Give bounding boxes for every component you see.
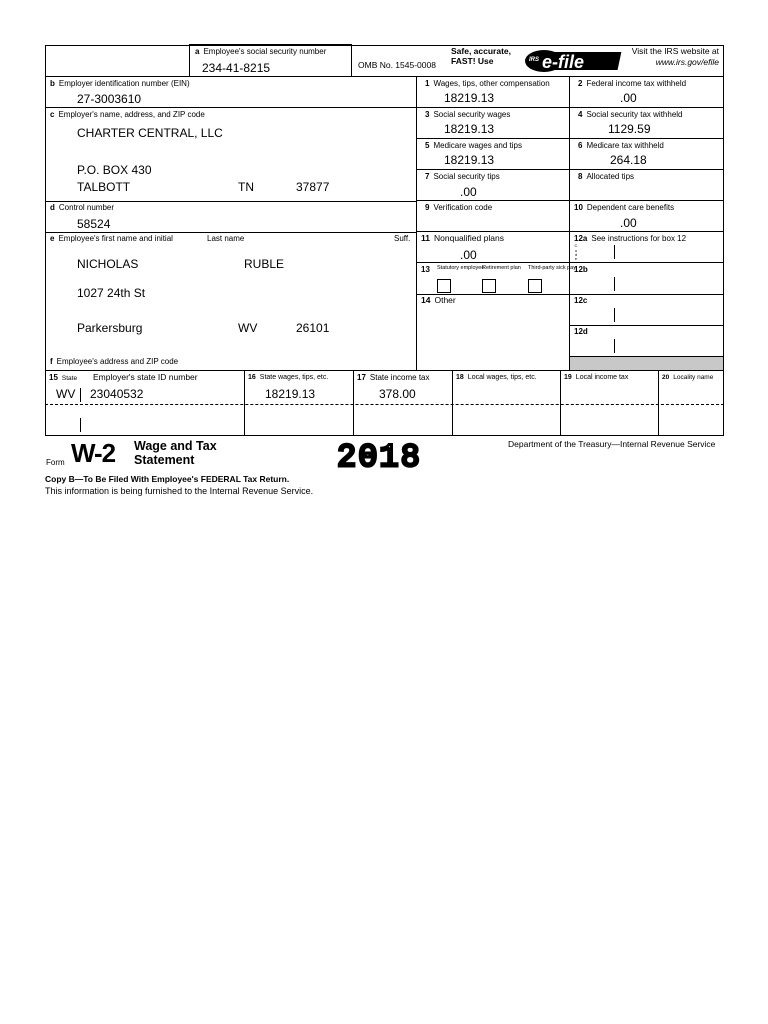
form-title-line2: Statement (134, 453, 195, 467)
box-4-label: 4 Social security tax withheld (578, 110, 683, 119)
state-row-top (45, 370, 724, 371)
box-12c-code-sep (614, 308, 615, 322)
rrow-2 (416, 138, 724, 139)
visit-irs-text: Visit the IRS website at (631, 46, 719, 56)
tax-year-icon (337, 436, 427, 470)
box-6-label: 6 Medicare tax withheld (578, 141, 664, 150)
form-word: Form (46, 458, 65, 467)
suffix-label: Suff. (394, 234, 411, 243)
state-id-value: 23040532 (90, 387, 144, 401)
employer-city: TALBOTT (77, 180, 131, 194)
state-id-sep (80, 388, 81, 402)
tax-year-text: 2018 (337, 439, 422, 470)
state-id-label: Employer's state ID number (93, 372, 198, 382)
efile-logo-text: e-file (542, 52, 585, 72)
box-e-label: e Employee's first name and initial (50, 234, 173, 243)
code-letter-e: e (574, 256, 578, 261)
box-b-label: b Employer identification number (EIN) (50, 79, 190, 88)
rrow-6 (416, 262, 724, 263)
state-col-17 (353, 370, 354, 436)
fast-use-text: FAST! Use (451, 56, 494, 66)
box-11-value: .00 (460, 248, 477, 262)
form-title-line1: Wage and Tax (134, 439, 217, 453)
box-17-label: 17 State income tax (357, 373, 430, 382)
box-16-label: 16 State wages, tips, etc. (248, 374, 329, 381)
copy-b-text: Copy B—To Be Filed With Employee's FEDERAL Tax Return. (45, 474, 290, 484)
code-letter-d: d (574, 252, 578, 257)
box-5-label: 5 Medicare wages and tips (425, 141, 522, 150)
rrow-5 (416, 231, 724, 232)
last-name-label: Last name (207, 234, 245, 243)
employer-state: TN (238, 180, 254, 194)
box-19-label: 19 Local income tax (564, 374, 629, 381)
box-12b-label: 12b (574, 265, 588, 274)
box-7-value: .00 (460, 185, 477, 199)
box-17-value: 378.00 (379, 387, 416, 401)
frame-left (45, 45, 46, 436)
department-text: Department of the Treasury—Internal Revenue Service (508, 439, 716, 449)
state-col-16 (244, 370, 245, 436)
retirement-plan-checkbox[interactable] (482, 279, 496, 293)
shaded-cell (570, 357, 723, 370)
box-d-label: d Control number (50, 203, 115, 212)
safe-accurate-text: Safe, accurate, (451, 46, 512, 56)
box-1-value: 18219.13 (444, 91, 495, 105)
box-12b-code-sep (614, 277, 615, 291)
omb-number: OMB No. 1545-0008 (358, 60, 436, 70)
row-line-4 (45, 232, 417, 233)
ssn-value: 234-41-8215 (202, 61, 271, 75)
row-line-3 (45, 201, 417, 202)
form-name-w2: W-2 (71, 438, 116, 468)
control-number: 58524 (77, 217, 111, 231)
box-6-value: 264.18 (610, 153, 647, 167)
ein-value: 27-3003610 (77, 92, 142, 106)
rrow-3 (416, 169, 724, 170)
statutory-employee-label: Statutory employee (437, 265, 485, 271)
box-12a-code-sep (614, 245, 615, 259)
box-12d-label: 12d (574, 327, 588, 336)
employer-zip: 37877 (296, 180, 330, 194)
box-10-label: 10 Dependent care benefits (574, 203, 675, 212)
box-18-label: 18 Local wages, tips, etc. (456, 374, 537, 381)
rrow-8 (569, 325, 724, 326)
state-id-sep-2 (80, 418, 81, 432)
info-text: This information is being furnished to the Internal Revenue Service. (45, 486, 314, 496)
code-letter-c: C (574, 243, 578, 248)
box-12a-label: 12a See instructions for box 12 (574, 234, 687, 243)
box-8-label: 8 Allocated tips (578, 172, 635, 181)
center-divider (416, 76, 417, 370)
box-12c-label: 12c (574, 296, 588, 305)
row-line-2 (45, 107, 417, 108)
state-row-dash (45, 404, 724, 405)
box-3-value: 18219.13 (444, 122, 495, 136)
box-11-label: 11 Nonqualified plans (421, 233, 504, 243)
box-20-label: 20 Locality name (662, 374, 714, 381)
box-15-label: 15 State (49, 373, 78, 382)
employee-last-name: RUBLE (244, 257, 285, 271)
employer-address: P.O. BOX 430 (77, 163, 152, 177)
efile-irs-text: IRS (529, 57, 540, 63)
employee-state: WV (238, 321, 258, 335)
box-7-label: 7 Social security tips (425, 172, 500, 181)
box-14-label: 14 Other (421, 295, 456, 305)
state-col-18 (452, 370, 453, 436)
irs-url-text[interactable]: www.irs.gov/efile (655, 57, 719, 67)
tax-year (337, 436, 427, 470)
rrow-7 (416, 294, 724, 295)
efile-logo-icon (524, 49, 622, 73)
box-2-label: 2 Federal income tax withheld (578, 79, 687, 88)
code-letter-o: o (574, 248, 578, 253)
box-4-value: 1129.59 (608, 122, 651, 136)
box-5-value: 18219.13 (444, 153, 495, 167)
efile-logo (524, 49, 622, 73)
box-a-label: a Employee's social security number (195, 47, 327, 56)
state-col-20 (658, 370, 659, 436)
employee-first-name: NICHOLAS (77, 257, 139, 271)
state-col-19 (560, 370, 561, 436)
third-party-sick-pay-label: Third-party sick pay (528, 265, 576, 271)
employee-city: Parkersburg (77, 321, 143, 335)
box-f-label: f Employee's address and ZIP code (50, 357, 179, 366)
frame-top (45, 45, 724, 46)
employee-zip: 26101 (296, 321, 330, 335)
retirement-plan-label: Retirement plan (482, 265, 521, 271)
box-1-label: 1 Wages, tips, other compensation (425, 79, 550, 88)
box-9-label: 9 Verification code (425, 203, 493, 212)
box-2-value: .00 (620, 91, 637, 105)
rrow-4 (416, 200, 724, 201)
third-party-sick-pay-checkbox[interactable] (528, 279, 542, 293)
employer-name: CHARTER CENTRAL, LLC (77, 126, 223, 140)
employee-address: 1027 24th St (77, 286, 146, 300)
state-code: WV (56, 387, 76, 401)
box-13-label: 13 (421, 265, 430, 274)
box-10-value: .00 (620, 216, 637, 230)
box-3-label: 3 Social security wages (425, 110, 511, 119)
box-12d-code-sep (614, 339, 615, 353)
statutory-employee-checkbox[interactable] (437, 279, 451, 293)
box-16-value: 18219.13 (265, 387, 316, 401)
box-c-label: c Employer's name, address, and ZIP code (50, 110, 205, 119)
